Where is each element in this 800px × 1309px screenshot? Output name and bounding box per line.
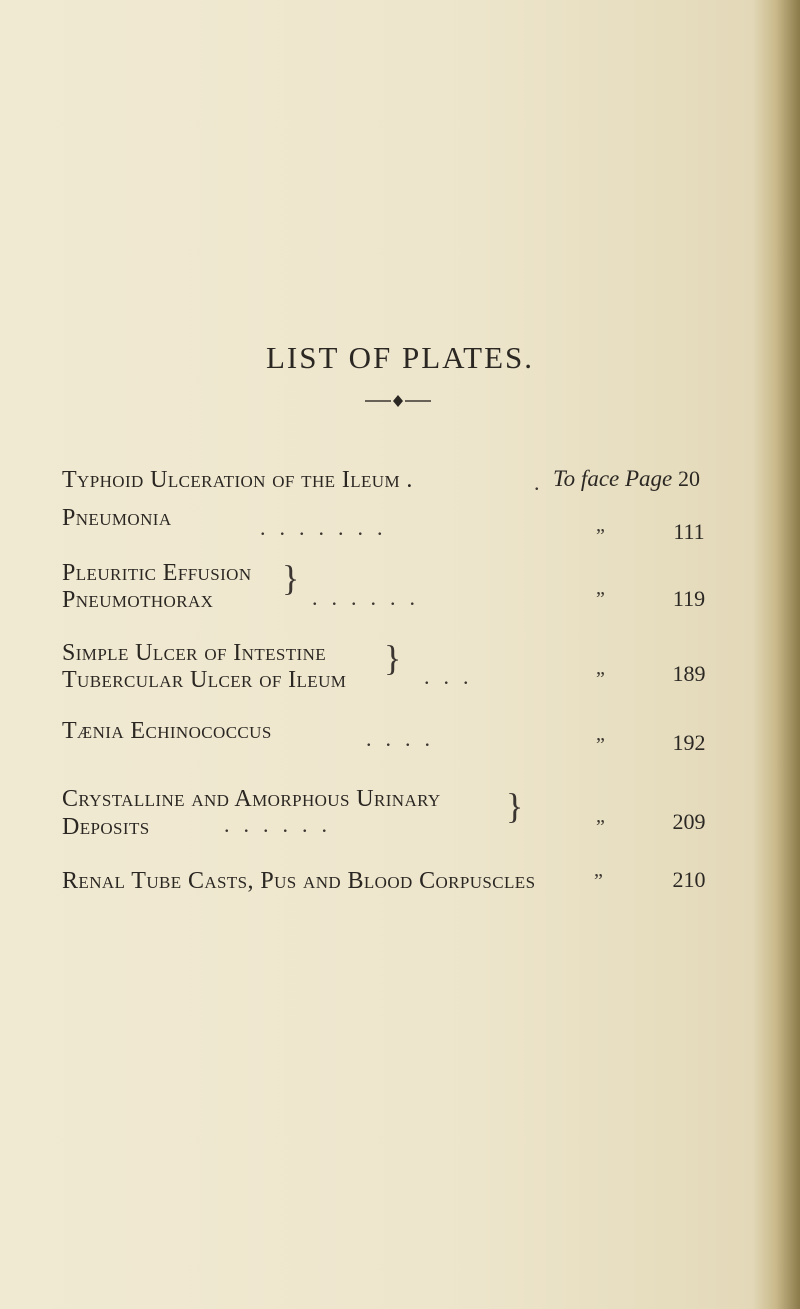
- page-number: 192: [672, 730, 706, 755]
- ditto-mark: ”: [596, 668, 605, 690]
- leader-dots: .: [534, 470, 554, 495]
- page-number: 210: [672, 867, 706, 892]
- plate-entry-title: Tubercular Ulcer of Ileum: [62, 667, 347, 693]
- page-number: 20: [678, 466, 700, 491]
- leader-dots: ......: [312, 585, 429, 610]
- ditto-mark: ”: [594, 870, 603, 892]
- ditto-mark: ”: [596, 525, 605, 547]
- plate-entry-title: Pleuritic Effusion: [62, 560, 252, 586]
- plate-entry-title: Pneumothorax: [62, 587, 214, 613]
- plate-entry-title: Crystalline and Amorphous Urinary: [62, 786, 441, 812]
- plate-entry-title: Typhoid Ulceration of the Ileum .: [62, 467, 413, 493]
- page-title: LIST OF PLATES.: [266, 340, 534, 375]
- leader-dots: .......: [260, 515, 397, 540]
- leader-dots: ...: [424, 664, 483, 689]
- ditto-mark: ”: [596, 816, 605, 838]
- plate-entry-title: Deposits: [62, 814, 150, 840]
- page-number: 209: [672, 809, 706, 834]
- brace: }: [384, 638, 402, 678]
- leader-dots: ......: [224, 812, 341, 837]
- page-number: 111: [673, 519, 705, 544]
- leader-dots: ....: [366, 726, 444, 751]
- plate-entry-title: Simple Ulcer of Intestine: [62, 640, 327, 666]
- ditto-mark: ”: [596, 734, 605, 756]
- brace: }: [506, 786, 524, 826]
- plate-entry-title: Tænia Echinococcus: [62, 718, 272, 744]
- to-face-page-label: To face Page: [553, 466, 673, 491]
- plate-entry-title: Pneumonia: [62, 505, 172, 531]
- plate-entry-title: Renal Tube Casts, Pus and Blood Corpuscles: [62, 868, 536, 894]
- page-number: 119: [672, 586, 706, 611]
- ditto-mark: ”: [596, 588, 605, 610]
- brace: }: [282, 558, 300, 598]
- page-number: 189: [672, 661, 706, 686]
- ornament-divider: [363, 394, 433, 408]
